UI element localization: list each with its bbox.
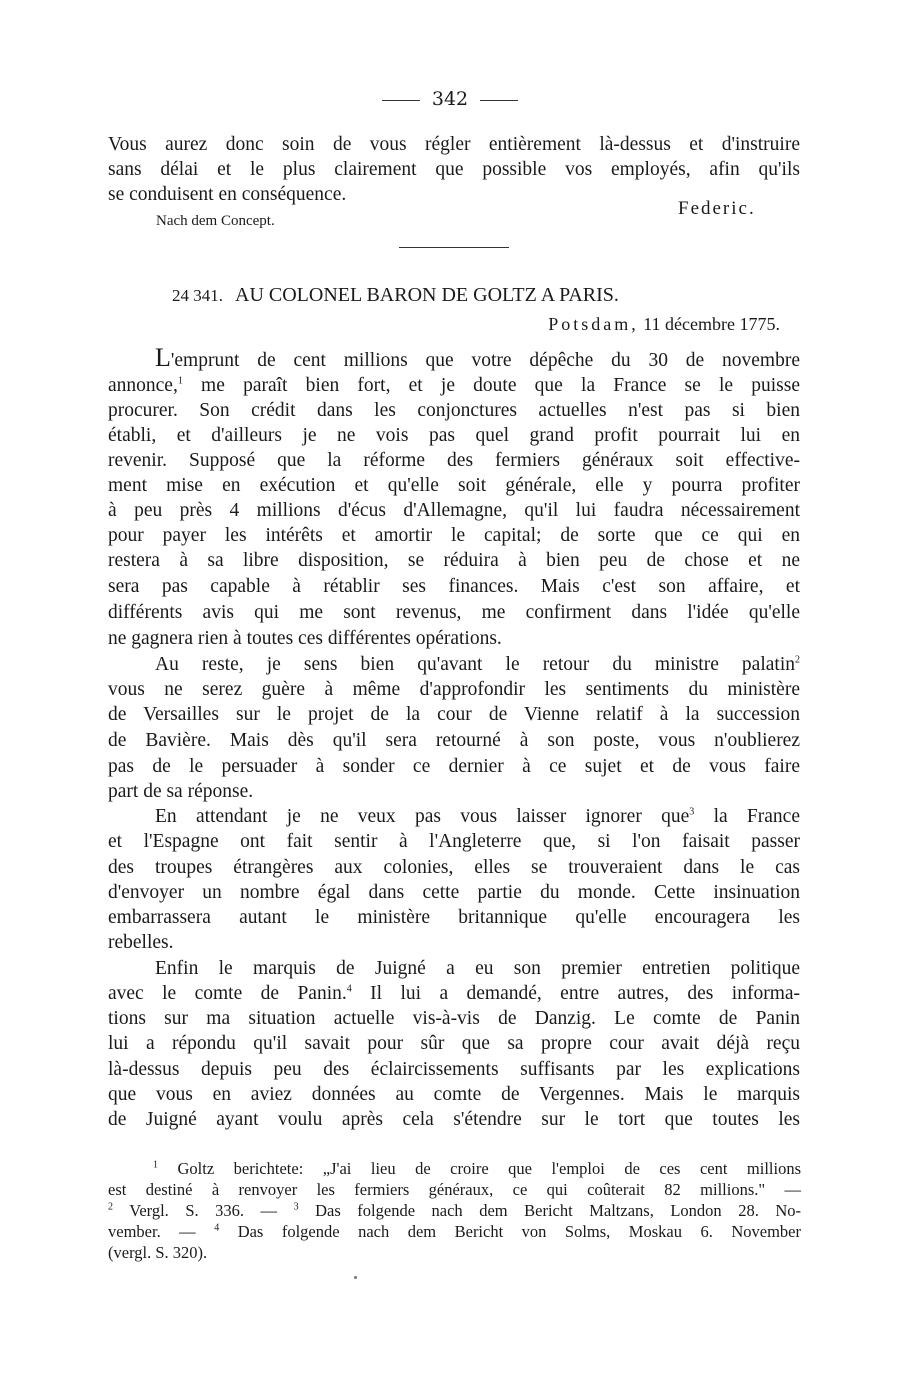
letter-heading	[172, 284, 619, 307]
body-text: annonce,	[108, 375, 178, 396]
body-line: des troupes étrangères aux colonies, elles se trouveraient dans le cas	[108, 857, 800, 878]
footnote-ref: 4	[346, 983, 352, 995]
letter-number: 24 341.	[172, 286, 223, 305]
intro-line: Vous aurez donc soin de vous régler entièrement là-dessus et d'instruire	[108, 134, 800, 155]
footnote-text: Das folgende nach dem Bericht von Solms, Moskau 6. November	[237, 1222, 801, 1241]
body-line: de Juigné ayant voulu après cela s'étendre sur le tort que toutes les	[108, 1109, 800, 1130]
footnote-mark: 2	[108, 1201, 113, 1213]
page-number-rule-left	[382, 100, 420, 101]
body-line: vous ne serez guère à même d'approfondir les sentiments du ministère	[108, 679, 800, 700]
letter-title: AU COLONEL BARON DE GOLTZ A PARIS.	[235, 284, 619, 306]
footnote-ref: 3	[689, 806, 695, 818]
body-line: ment mise en exécution et qu'elle soit générale, elle y pourra profiter	[108, 475, 800, 496]
body-line: rebelles.	[108, 932, 174, 953]
letter-place: Potsdam,	[548, 314, 639, 334]
body-line	[155, 804, 800, 829]
body-line: que vous en aviez données au comte de Vergennes. Mais le marquis	[108, 1084, 800, 1105]
footnote-text: Das folgende nach dem Bericht Maltzans, London 28. No-	[315, 1201, 802, 1220]
body-text: avec le comte de Panin.	[108, 983, 347, 1004]
body-line	[108, 981, 800, 1006]
drop-initial: L	[155, 343, 171, 372]
footnote-text: vember. —	[108, 1222, 196, 1241]
body-line: établi, et d'ailleurs je ne vois pas quel grand profit pourrait lui en	[108, 425, 800, 446]
signature: Federic.	[678, 198, 756, 219]
body-line	[155, 652, 800, 677]
intro-line: se conduisent en conséquence.	[108, 184, 347, 205]
section-divider	[399, 247, 509, 248]
footnote-ref: 2	[795, 654, 800, 666]
page-number-text: 342	[431, 88, 469, 110]
page-number-rule-right	[480, 100, 518, 101]
body-line: revenir. Supposé que la réforme des fermiers généraux soit effective-	[108, 450, 800, 471]
body-line: lui a répondu qu'il savait pour sûr que sa propre cour avait déjà reçu	[108, 1033, 800, 1054]
body-line: différents avis qui me sont revenus, me confirment dans l'idée qu'elle	[108, 602, 800, 623]
body-line: là-dessus depuis peu des éclaircissements suffisants par les explications	[108, 1059, 800, 1080]
body-line: restera à sa libre disposition, se réduira à bien peu de chose et ne	[108, 550, 800, 571]
page-number	[0, 88, 900, 110]
source-note: Nach dem Concept.	[156, 213, 275, 229]
footnote-line	[153, 1158, 801, 1179]
body-text: me paraît bien fort, et je doute que la France se le puisse	[201, 375, 800, 396]
body-line: part de sa réponse.	[108, 781, 254, 802]
body-line: de Bavière. Mais dès qu'il sera retourné à son poste, vous n'oublierez	[108, 730, 800, 751]
body-line: d'envoyer un nombre égal dans cette partie du monde. Cette insinuation	[108, 882, 800, 903]
body-line: pour payer les intérêts et amortir le capital; de sorte que ce qui en	[108, 525, 800, 546]
body-text: En attendant je ne veux pas vous laisser ignorer que	[155, 806, 690, 827]
body-line	[155, 343, 800, 373]
body-text: la France	[713, 806, 800, 827]
footnote-line	[108, 1200, 801, 1221]
footnote-mark: 4	[214, 1222, 220, 1234]
footnote-text: Goltz berichtete: „J'ai lieu de croire que l'emploi de ces cent millions	[177, 1159, 802, 1178]
body-line: procurer. Son crédit dans les conjonctures actuelles n'est pas si bien	[108, 400, 800, 421]
letter-date: 11 décembre 1775.	[643, 314, 780, 334]
footnote-ref: 1	[177, 375, 183, 387]
body-line: sera pas capable à rétablir ses finances. Mais c'est son affaire, et	[108, 576, 800, 597]
body-text: 'emprunt de cent millions que votre dépêche du 30 de novembre	[170, 350, 800, 371]
intro-line: sans délai et le plus clairement que possible vos employés, afin qu'ils	[108, 159, 800, 180]
letter-place-date	[548, 314, 780, 335]
body-text: Au reste, je sens bien qu'avant le retour du ministre palatin	[155, 654, 795, 675]
body-line: embarrassera autant le ministère britannique qu'elle encouragera les	[108, 907, 800, 928]
body-line: ne gagnera rien à toutes ces différentes opérations.	[108, 628, 502, 649]
body-line: à peu près 4 millions d'écus d'Allemagne, qu'il lui faudra nécessairement	[108, 500, 800, 521]
footnote-line	[108, 1221, 801, 1242]
body-text: Il lui a demandé, entre autres, des informa-	[370, 983, 801, 1004]
body-line: pas de le persuader à sonder ce dernier à ce sujet et de vous faire	[108, 756, 800, 777]
footnote-line: (vergl. S. 320).	[108, 1243, 208, 1262]
print-speck	[354, 1276, 357, 1279]
body-line: de Versailles sur le projet de la cour de Vienne relatif à la succession	[108, 704, 800, 725]
body-line: Enfin le marquis de Juigné a eu son premier entretien politique	[155, 958, 800, 979]
body-line: tions sur ma situation actuelle vis-à-vis de Danzig. Le comte de Panin	[108, 1008, 800, 1029]
footnote-text: Vergl. S. 336. —	[129, 1201, 278, 1220]
body-line	[108, 373, 800, 398]
footnote-line: est destiné à renvoyer les fermiers généraux, ce qui coûterait 82 millions." —	[108, 1180, 801, 1199]
footnote-mark: 1	[153, 1159, 158, 1171]
body-line: et l'Espagne ont fait sentir à l'Angleterre que, si l'on faisait passer	[108, 831, 800, 852]
footnote-mark: 3	[293, 1201, 299, 1213]
